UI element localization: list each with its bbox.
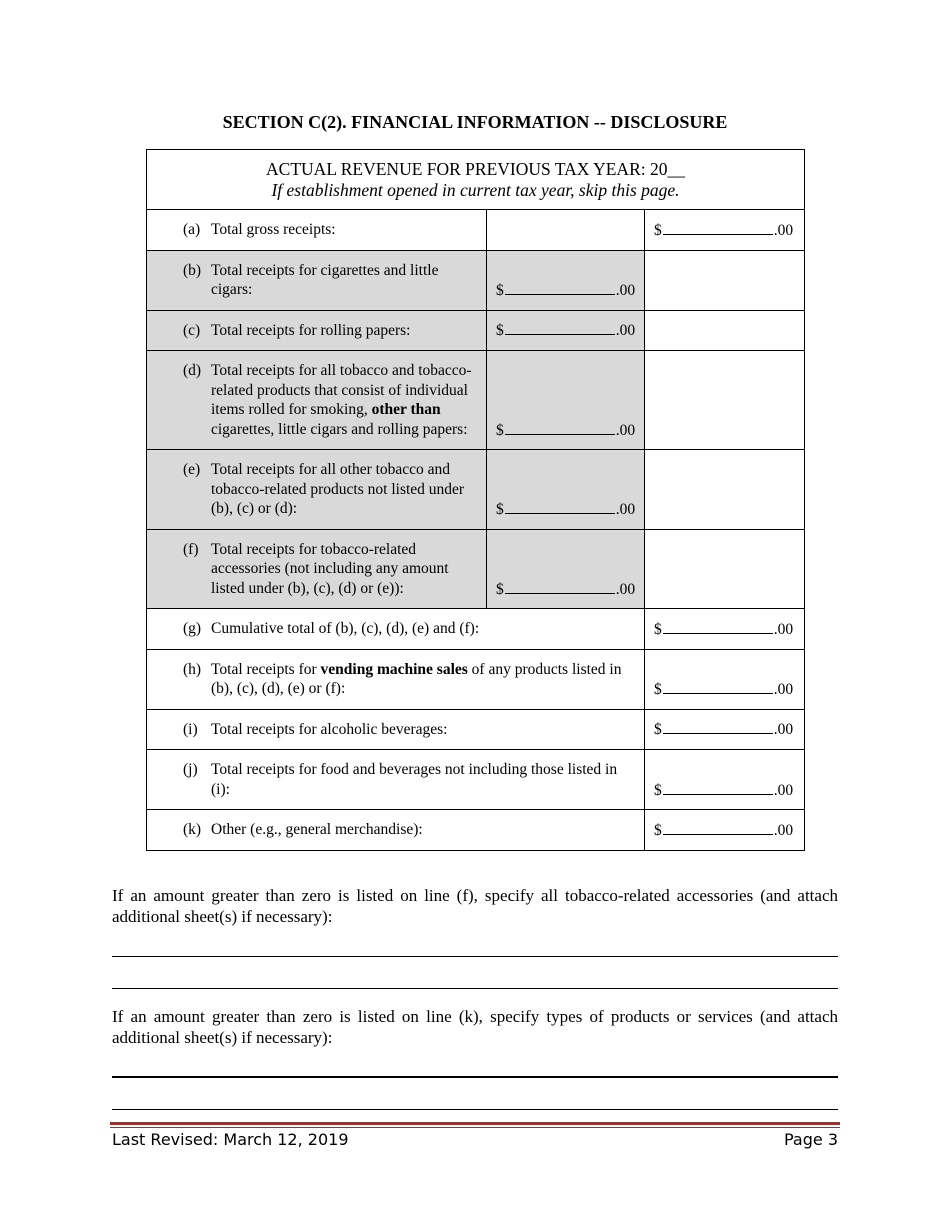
row-d-amount-field[interactable] (487, 351, 645, 450)
row-letter: (h) (183, 660, 202, 678)
row-text-pre: Total receipts for all tobacco and tobacco-related products that consist of individual items rolled for smoking, (211, 362, 472, 418)
row-letter: (d) (183, 362, 202, 379)
row-f (147, 529, 805, 609)
page-number: Page 3 (784, 1130, 838, 1149)
cents: .00 (615, 282, 636, 299)
row-i (147, 709, 805, 750)
row-k (147, 810, 805, 851)
row-g-amount-field[interactable] (645, 609, 805, 650)
fill-line-f2[interactable] (112, 988, 838, 989)
row-text-pre: Total receipts for (211, 660, 321, 678)
row-h-label (147, 649, 645, 709)
footer-rule-thick (110, 1122, 840, 1125)
fill-line-f1[interactable] (112, 956, 838, 957)
row-a-amount-field[interactable] (645, 210, 805, 251)
currency-sign: $ (654, 221, 662, 239)
row-e-amount-field[interactable] (487, 450, 645, 530)
row-text: Total gross receipts: (211, 221, 336, 238)
currency-sign: $ (654, 721, 662, 738)
amount-blank[interactable] (663, 780, 773, 795)
row-a-label (147, 210, 487, 251)
row-text: Cumulative total of (b), (c), (d), (e) and (f): (211, 620, 480, 637)
cents: .00 (615, 322, 636, 339)
row-letter: (j) (183, 761, 198, 778)
row-h-amount-field[interactable] (645, 649, 805, 709)
currency-sign: $ (654, 821, 662, 839)
amount-blank[interactable] (663, 220, 773, 235)
row-b-label (147, 250, 487, 310)
row-c-right-cell (645, 310, 805, 351)
row-text-post: cigarettes, little cigars and rolling papers: (211, 420, 468, 438)
row-text: Total receipts for tobacco-related accessories (not including any amount listed under (b), (c), (d) or (e)): (211, 540, 449, 597)
currency-sign: $ (654, 681, 662, 698)
row-text: Total receipts for rolling papers: (211, 321, 411, 339)
cents: .00 (773, 821, 794, 839)
row-text: Total receipts for cigarettes and little cigars: (211, 261, 439, 298)
row-d (147, 351, 805, 450)
row-f-amount-field[interactable] (487, 529, 645, 609)
header-instruction: If establishment opened in current tax year, skip this page. (271, 180, 680, 200)
row-b (147, 250, 805, 310)
row-b-amount-field[interactable] (487, 250, 645, 310)
row-letter: (b) (183, 261, 202, 279)
footer-rule-thin (110, 1127, 840, 1128)
amount-blank[interactable] (505, 579, 615, 594)
amount-blank[interactable] (505, 280, 615, 295)
row-letter: (g) (183, 620, 202, 637)
cents: .00 (615, 421, 636, 439)
fill-line-k2[interactable] (112, 1109, 838, 1110)
row-j-label (147, 750, 645, 810)
row-i-label (147, 709, 645, 750)
amount-blank[interactable] (505, 499, 615, 514)
cents: .00 (773, 620, 794, 638)
cents: .00 (773, 681, 794, 698)
amount-blank[interactable] (505, 420, 615, 435)
row-h (147, 649, 805, 709)
row-text: Total receipts for alcoholic beverages: (211, 720, 448, 738)
row-k-label (147, 810, 645, 851)
currency-sign: $ (496, 282, 504, 299)
row-f-label (147, 529, 487, 609)
row-text-bold: other than (371, 401, 441, 418)
row-e (147, 450, 805, 530)
row-b-right-cell (645, 250, 805, 310)
row-text-post: of any products listed in (b), (c), (d), (e) or (f): (211, 660, 622, 697)
cents: .00 (773, 721, 794, 738)
currency-sign: $ (496, 580, 504, 598)
row-e-right-cell (645, 450, 805, 530)
row-text: Other (e.g., general merchandise): (211, 821, 423, 838)
section-title: SECTION C(2). FINANCIAL INFORMATION -- DISCLOSURE (222, 112, 728, 132)
row-d-right-cell (645, 351, 805, 450)
last-revised: Last Revised: March 12, 2019 (112, 1130, 349, 1149)
table-header-row (147, 150, 805, 210)
revenue-table (146, 149, 805, 851)
cents: .00 (615, 580, 636, 598)
table-header (147, 150, 805, 210)
currency-sign: $ (654, 781, 662, 799)
row-letter: (k) (183, 821, 202, 838)
row-text-bold: vending machine sales (320, 660, 468, 678)
row-text: Total receipts for all other tobacco and tobacco-related products not listed under (b), (c) or (d): (211, 461, 465, 517)
currency-sign: $ (496, 421, 504, 439)
fill-line-k1[interactable] (112, 1076, 838, 1078)
amount-blank[interactable] (505, 320, 615, 335)
row-d-label (147, 351, 487, 450)
row-letter: (c) (183, 321, 201, 339)
currency-sign: $ (496, 501, 504, 518)
row-j (147, 750, 805, 810)
row-c-label (147, 310, 487, 351)
amount-blank[interactable] (663, 679, 773, 694)
row-c-amount-field[interactable] (487, 310, 645, 351)
header-title: ACTUAL REVENUE FOR PREVIOUS TAX YEAR: 20__ (266, 159, 685, 179)
cents: .00 (615, 501, 636, 518)
amount-blank[interactable] (663, 619, 773, 634)
row-letter: (a) (183, 221, 201, 238)
row-g (147, 609, 805, 650)
row-f-right-cell (645, 529, 805, 609)
currency-sign: $ (654, 620, 662, 638)
row-text: Total receipts for food and beverages not including those listed in (i): (211, 761, 618, 798)
row-c (147, 310, 805, 351)
row-letter: (i) (183, 720, 198, 738)
row-e-label (147, 450, 487, 530)
amount-blank[interactable] (663, 719, 773, 734)
footer (112, 1130, 838, 1149)
amount-blank[interactable] (663, 820, 773, 835)
row-letter: (e) (183, 461, 201, 478)
row-g-label (147, 609, 645, 650)
row-i-amount-field[interactable] (645, 709, 805, 750)
row-j-amount-field[interactable] (645, 750, 805, 810)
row-letter: (f) (183, 540, 199, 558)
row-a (147, 210, 805, 251)
cents: .00 (773, 781, 794, 799)
note-line-f: If an amount greater than zero is listed on line (f), specify all tobacco-related accessories (and attach additional sheet(s) if necessary): (112, 886, 838, 926)
cents: .00 (773, 221, 794, 239)
note-line-k: If an amount greater than zero is listed on line (k), specify types of products or services (and attach additional sheet(s) if necessary): (112, 1007, 838, 1047)
row-k-amount-field[interactable] (645, 810, 805, 851)
currency-sign: $ (496, 322, 504, 339)
row-a-mid-cell (487, 210, 645, 251)
